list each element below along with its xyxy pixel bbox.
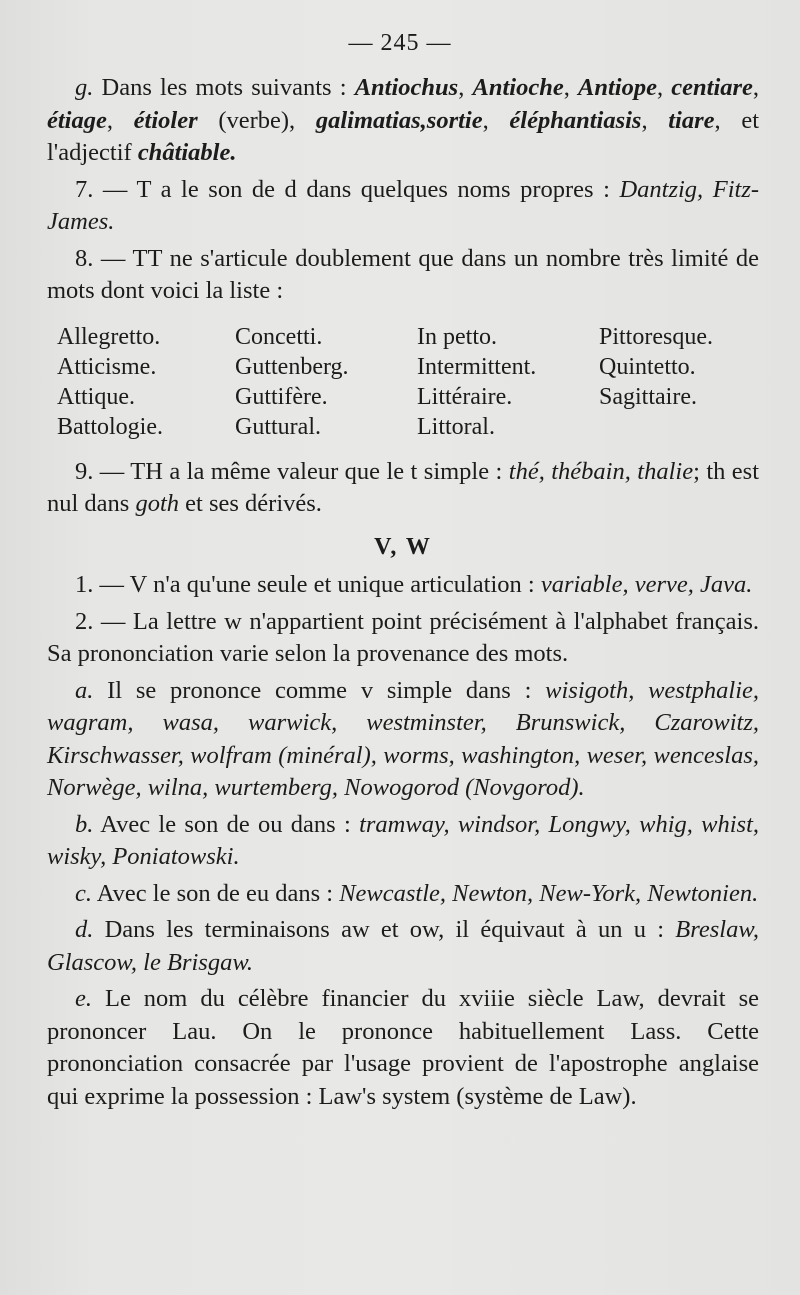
paragraph-8 [47, 243, 759, 308]
list-item: Atticisme. [57, 353, 157, 380]
list-item: Littoral. [417, 413, 495, 440]
word: goth [135, 490, 180, 517]
paragraph-v1 [47, 569, 759, 602]
word: Antioche [472, 74, 564, 101]
text: Il se prononce comme v simple dans : [107, 676, 532, 704]
body-text [47, 72, 759, 1117]
list-item: Guttenberg. [235, 353, 349, 380]
word: Antiochus [354, 74, 459, 101]
list-item: Attique. [57, 383, 135, 410]
item-label: 7. — T [75, 175, 152, 203]
list-item: Sagittaire. [599, 383, 697, 410]
item-label: e. [75, 985, 92, 1012]
word-list: Breslaw, Glascow, le Brisgaw. [47, 916, 760, 976]
list-item: Allegretto. [57, 323, 161, 350]
paragraph-wc [47, 878, 759, 911]
list-item: Quintetto. [599, 353, 696, 380]
list-item: Battologie. [57, 413, 163, 440]
word: étiage [47, 106, 107, 134]
text: Avec le son de eu dans : [96, 879, 334, 907]
list-item: Pittoresque. [599, 323, 713, 350]
word-list: Newcastle, Newton, New-York, Newtonien. [339, 879, 759, 907]
tt-word-list [57, 322, 759, 442]
text: ne s'articule doublement que dans un nombre très limité de mots dont voici la liste : [47, 244, 760, 304]
text: Le nom du célèbre financier du xviiie siècle Law, devrait se prononcer Lau. On le prononce habituellement Lass. Cette prononciation consacrée par l'usage provient de l'apostrophe anglaise qui exprime la possession : Law's system (système de Law). [47, 985, 759, 1110]
text: a le son de d dans quelques noms propres : [160, 175, 610, 203]
word-list: tramway, windsor, Longwy, whig, whist, wisky, Poniatowski. [47, 810, 760, 870]
text: ; th est nul dans [47, 457, 760, 517]
list-item: In petto. [417, 323, 497, 350]
word: galimatias, [315, 106, 427, 134]
paragraph-wb [47, 809, 759, 874]
word: éléphantiasis [509, 106, 642, 134]
paragraph-wa [47, 675, 759, 805]
paragraph-wd [47, 914, 759, 979]
list-item: Guttifère. [235, 383, 328, 410]
word: Fitz-James. [47, 175, 760, 235]
word: thalie [637, 457, 694, 485]
word: thé, [508, 457, 545, 485]
text: a la même valeur que le t simple : [169, 457, 503, 485]
paragraph-w2: 2. — La lettre w n'appartient point précisément à l'alphabet français. Sa prononciation varie selon la provenance des mots. [47, 607, 759, 667]
word: Antiope [578, 74, 657, 101]
item-label: 8. — TT [75, 244, 163, 272]
word: tiare [668, 106, 715, 134]
word: châtiable. [137, 139, 237, 166]
section-heading: V, W [374, 533, 432, 560]
text: Dans les mots suivants : [101, 74, 347, 101]
page-number: — 245 — [348, 30, 452, 56]
paragraph-we [47, 983, 759, 1113]
item-label: d. [75, 916, 94, 943]
item-label: 9. — TH [75, 457, 163, 485]
item-label: a. [75, 676, 94, 704]
item-label: c. [75, 879, 92, 907]
paragraph-9 [47, 456, 759, 521]
list-item: Intermittent. [417, 353, 537, 380]
word: variable, verve, Java. [540, 571, 753, 598]
paragraph-g: g. Dans les mots suivants : Antiochus, Antioche, Antiope, centiare, étiage, étioler (verbe), galimatias,sortie, éléphantiasis, tiare, et l'adjectif châtiable. [47, 74, 760, 166]
list-item [599, 412, 769, 442]
item-label: b. [75, 810, 94, 838]
paragraph-7 [47, 174, 759, 239]
word-list: wisigoth, westphalie, wagram, wasa, warwick, westminster, Brunswick, Czarowitz, Kirschwasser, wolfram (minéral), worms, washington, weser, wenceslas, Norwège, wilna, wurtemberg, Nowogorod (Novgorod). [47, 676, 760, 801]
text: et ses dérivés. [185, 490, 322, 517]
word: centiare [671, 74, 753, 101]
text: et l'adjectif [47, 106, 760, 166]
word: étioler [133, 106, 198, 134]
item-label: g. [75, 74, 94, 101]
text: (verbe), [218, 106, 296, 134]
item-label: 1. — V [75, 571, 147, 598]
text: n'a qu'une seule et unique articulation : [153, 571, 535, 598]
text: Avec le son de ou dans : [100, 810, 351, 838]
word: thébain, [551, 457, 631, 485]
word: sortie [426, 106, 483, 134]
list-item: Concetti. [235, 323, 323, 350]
list-item: Guttural. [235, 413, 321, 440]
text: Dans les terminaisons aw et ow, il équivaut à un u : [104, 916, 665, 943]
list-item: Littéraire. [417, 383, 513, 410]
word: Dantzig, [619, 175, 704, 203]
